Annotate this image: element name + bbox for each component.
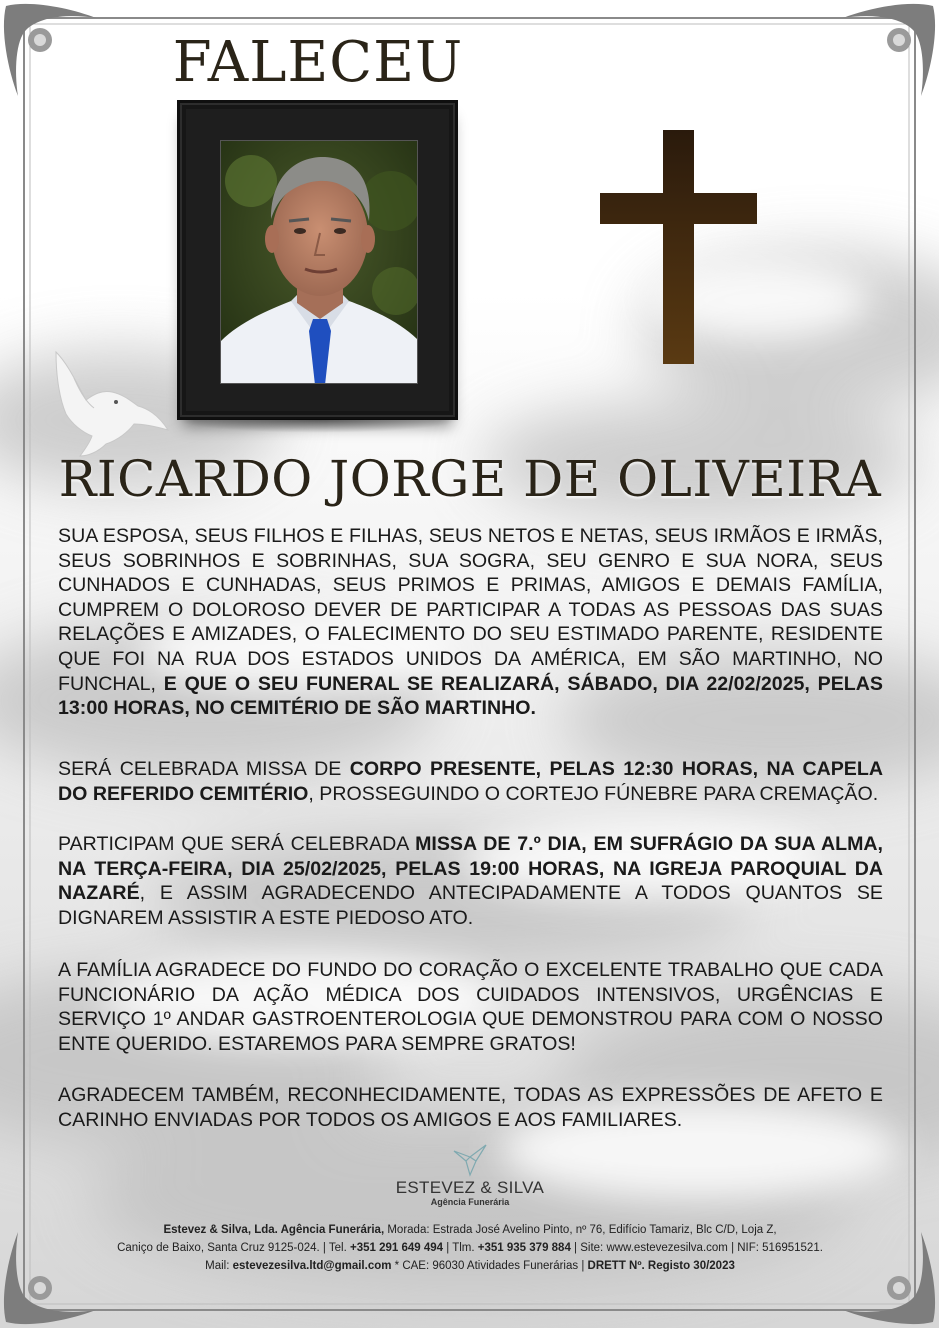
announcement-paragraph-thanks-friends: AGRADECEM TAMBÉM, RECONHECIDAMENTE, TODAS AS EXPRESSÕES DE AFETO E CARINHO ENVIADAS POR TODOS OS AMIGOS E AOS FAMILIARES. bbox=[58, 1084, 883, 1131]
announcement-paragraph-family bbox=[58, 524, 883, 721]
agency-site-nif: | Site: www.estevezesilva.com | NIF: 516951521. bbox=[570, 1242, 823, 1254]
cemetery-name: SÃO MARTINHO. bbox=[377, 697, 536, 720]
agency-logo-name: ESTEVEZ & SILVA bbox=[395, 1178, 545, 1197]
seventh-day-mass-details: MISSA DE 7.º DIA, EM SUFRÁGIO DA SUA ALMA, NA TERÇA-FEIRA, DIA 25/02/2025, PELAS 19:00 HORAS, NA IGREJA PAROQUIAL DA NAZARÉ bbox=[58, 833, 883, 905]
announcement-text: , E ASSIM AGRADECENDO ANTECIPADAMENTE A TODOS QUANTOS SE DIGNAREM ASSISTIR A ESTE PIEDOSO ATO. bbox=[58, 882, 883, 929]
agency-cae: * CAE: 96030 Atividades Funerárias | bbox=[391, 1260, 588, 1272]
origami-bird-logo-icon bbox=[452, 1143, 488, 1177]
announcement-text: SERÁ CELEBRADA MISSA DE bbox=[58, 758, 350, 780]
announcement-paragraph-thanks-medical: A FAMÍLIA AGRADECE DO FUNDO DO CORAÇÃO O EXCELENTE TRABALHO QUE CADA FUNCIONÁRIO DA AÇÃO MÉDICA DOS CUIDADOS INTENSIVOS, URGÊNCIAS E SERVIÇO 1º ANDAR GASTROENTEROLOGIA QUE DEMONSTROU PARA COM O NOSSO ENTE QUERIDO. ESTAREMOS PARA SEMPRE GRATOS! bbox=[58, 959, 883, 1055]
agency-email: estevezesilva.ltd@gmail.com bbox=[232, 1260, 392, 1272]
agency-logo bbox=[380, 1143, 560, 1215]
footer-line-2 bbox=[60, 1239, 880, 1257]
announcement-text: PARTICIPAM QUE SERÁ CELEBRADA bbox=[58, 833, 416, 855]
funeral-details: E QUE O SEU FUNERAL SE REALIZARÁ, SÁBADO, DIA 22/02/2025, PELAS 13:00 HORAS, NO CEMITÉRIO DE bbox=[58, 672, 883, 720]
announcement-text: SUA ESPOSA, SEUS FILHOS E FILHAS, SEUS NETOS E NETAS, SEUS IRMÃOS E IRMÃS, SEUS SOBRINHOS E SOBRINHAS, SUA SOGRA, SEU GENRO E SUA NORA, SEUS CUNHADOS E CUNHADAS, SEUS PRIMOS E PRIMAS, AMIGOS E DEMAIS FAMÍLIA, CUMPREM O DOLOROSO DEVER DE PARTICIPAR A TODAS AS PESSOAS DAS SUAS RELAÇÕES E AMIZADES, O FALECIMENTO DO SEU ESTIMADO PARENTE, RESIDENTE QUE FOI NA RUA DOS ESTADOS UNIDOS DA AMÉRICA, EM SÃO MARTINHO, NO FUNCHAL, bbox=[58, 525, 883, 695]
agency-address: Morada: Estrada José Avelino Pinto, nº 76, Edifício Tamariz, Blc C/D, Loja Z, bbox=[384, 1224, 777, 1236]
agency-mail-label: Mail: bbox=[205, 1260, 233, 1272]
footer-line-3 bbox=[60, 1257, 880, 1275]
portrait-frame bbox=[177, 100, 458, 420]
agency-address-2: Caniço de Baixo, Santa Cruz 9125-024. | Tel. bbox=[117, 1242, 350, 1254]
announcement-paragraph-seventh-day bbox=[58, 832, 883, 930]
agency-mobile: +351 935 379 884 bbox=[477, 1242, 571, 1254]
footer-line-1 bbox=[60, 1221, 880, 1239]
agency-mobile-label: | Tlm. bbox=[443, 1242, 478, 1254]
portrait-photo bbox=[220, 140, 418, 384]
agency-phone: +351 291 649 494 bbox=[350, 1242, 444, 1254]
announcement-text: , PROSSEGUINDO O CORTEJO FÚNEBRE PARA CREMAÇÃO. bbox=[308, 782, 879, 805]
agency-logo-subtitle: Agência Funerária bbox=[430, 1197, 510, 1207]
agency-drett: DRETT Nº. Registo 30/2023 bbox=[587, 1260, 735, 1272]
announcement-paragraph-mass bbox=[58, 757, 883, 806]
page-title: FALECEU bbox=[172, 30, 464, 95]
mass-details: CORPO PRESENTE, PELAS 12:30 HORAS, NA CAPELA DO REFERIDO CEMITÉRIO bbox=[58, 758, 883, 805]
cross-icon bbox=[600, 130, 757, 364]
deceased-name: RICARDO JORGE DE OLIVEIRA bbox=[58, 450, 882, 508]
agency-company-name: Estevez & Silva, Lda. Agência Funerária, bbox=[163, 1224, 385, 1236]
agency-contact-footer bbox=[60, 1221, 880, 1275]
